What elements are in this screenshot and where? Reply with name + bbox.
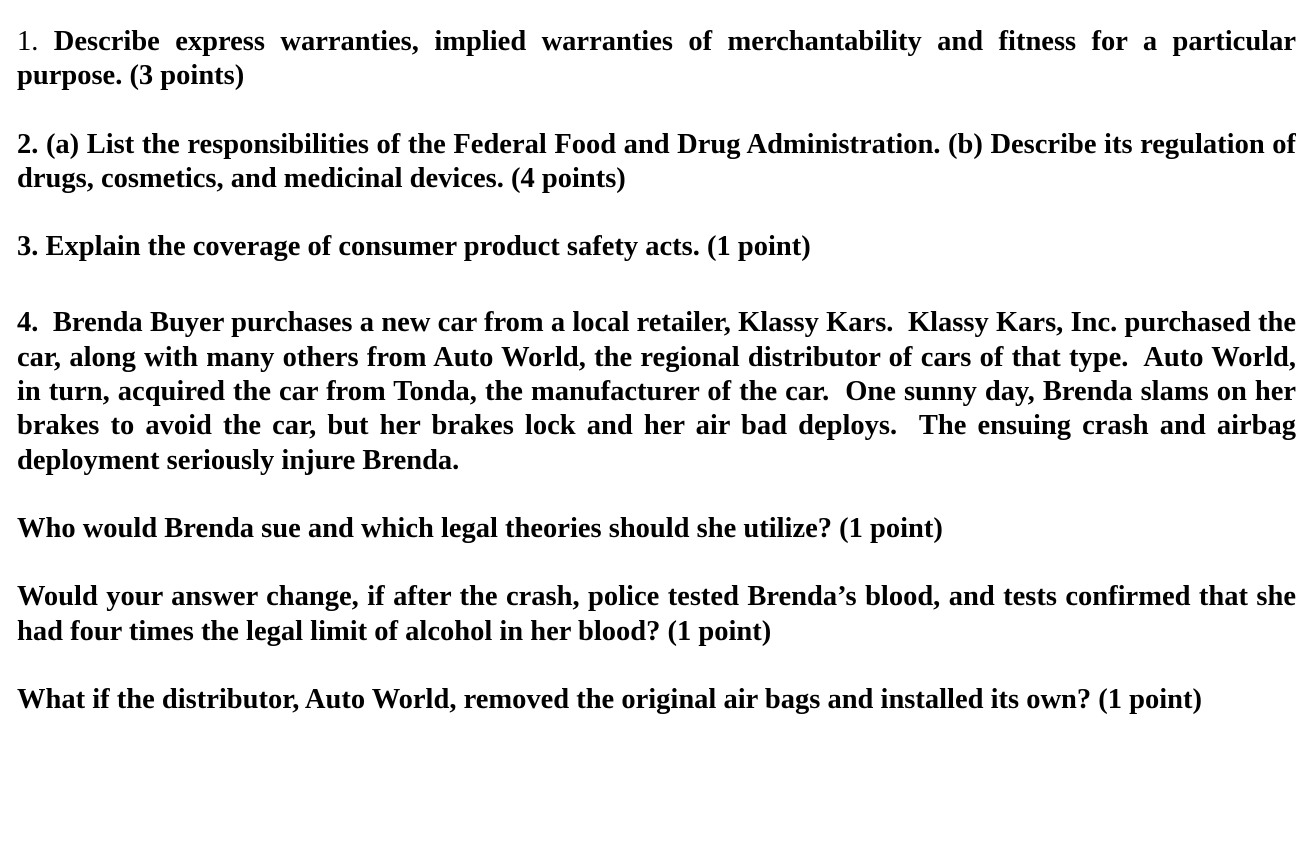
question-4-part-who-to-sue: Who would Brenda sue and which legal theories should she utilize? (1 point): [17, 512, 943, 544]
question-4-part-airbags: What if the distributor, Auto World, removed the original air bags and installed its own? (1 point): [17, 683, 1202, 715]
question-1: [17, 25, 1296, 94]
question-4-part-alcohol: Would your answer change, if after the crash, police tested Brenda’s blood, and tests confirmed that she had four times the legal limit of alcohol in her blood? (1 point): [17, 581, 1296, 647]
document-body: [17, 25, 1296, 717]
question-1-text: Describe express warranties, implied warranties of merchantability and fitness for a particular purpose. (3 points): [17, 26, 1296, 92]
question-1-number: 1.: [17, 26, 39, 57]
question-3: 3. Explain the coverage of consumer product safety acts. (1 point): [17, 231, 811, 263]
question-2: 2. (a) List the responsibilities of the Federal Food and Drug Administration. (b) Describe its regulation of drugs, cosmetics, and medicinal devices. (4 points): [17, 128, 1296, 194]
question-4-scenario: 4. Brenda Buyer purchases a new car from a local retailer, Klassy Kars. Klassy Kars, Inc. purchased the car, along with many others from Auto World, the regional distributor of cars of that type. Auto World, in turn, acquired the car from Tonda, the manufacturer of the car. One sunny day, Brenda slams on her brakes to avoid the car, but her brakes lock and her air bad deploys. The ensuing crash and airbag deployment seriously injure Brenda.: [17, 307, 1296, 476]
